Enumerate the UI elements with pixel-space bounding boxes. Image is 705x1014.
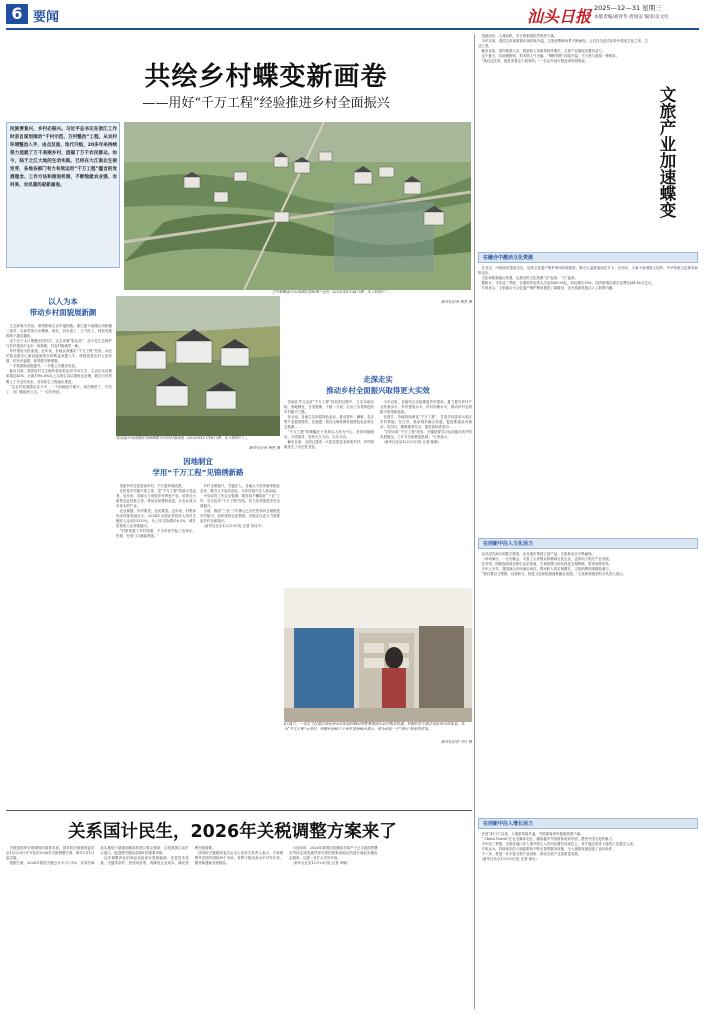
- culture-body-3: 开创“4个月”以来，入境游持续升温，外国游客来华旅游热度不减。 “ China Travel”在社交媒体走红，越来越多外国游客来到中国，感受中国文化的魅力。 今年前三季度，全国各地口岸入境外国人人次同比增长四成以上，其中通过免签入境的占比超过七成。 专家认为，持续优化的入境政策和不断完善的服务设施，为入境游发展创造了良好条件。 下一步，将进一步丰富文旅产品供给，推动文旅产业高质量发展。 （新华社北京12月29日电 记者 徐壮）: [481, 832, 637, 862]
- bottom-story-headline: 关系国计民生，2026年关税调整方案来了: [68, 822, 397, 842]
- smart-station-photo: [284, 588, 472, 722]
- main-headline: 共绘乡村蝶变新画卷: [144, 62, 388, 92]
- village-scenery-photo: [116, 296, 280, 436]
- culture-headline: 文旅产业加速蝶变: [657, 86, 676, 218]
- column-divider: [474, 34, 475, 1009]
- editors-line: 本版责编/胡青华 唐国安 编审/吴文红: [594, 15, 669, 20]
- body-column-3: 各地在学习运用“千万工程”经验的过程中，立足本地实际，因地制宜、分类施策，不搞一刀切，走出了各具特色的乡村振兴之路。 在云南，各地立足高原特色农业，推动茶叶、咖啡、花卉等产业提质增效；在福建，依托山海资源发展特色农业和生态旅游…… “千万工程”的精髓在于坚持以人民为中心，坚持因地制宜、分类指导，坚持久久为功、久久为功。 截至目前，全国已建成一大批宜居宜业和美乡村，乡村面貌发生了历史性变化。: [284, 400, 374, 450]
- body-column-4: 今年以来，各地结合实际推进乡村建设，着力提升乡村产业发展水平、乡村建设水平、乡村治理水平，推动乡村全面振兴取得新进展。 在浙江，各地持续深化“千万工程”，打造共同富裕示范区乡村样板；在江苏，推动城乡融合发展，促进要素双向流动；在四川，聚焦粮食安全，建设高标准农田…… “学好用好“千万工程”经验，关键是要学习运用蕴含其中的发展理念、工作方法和推进机制。”专家表示。 （新华社北京12月29日电 记者 陈聪）: [380, 400, 472, 445]
- culture-subhead-2: 在创新中注入文化活力: [478, 538, 698, 549]
- bottom-story-body: 关税是国家宏观调控的重要手段。国务院关税税则委员会12月29日对外发布2026年关税调整方案，明年1月1日起实施。 根据方案，2026年我国关税总水平为7.3%。对部分商品实施低于最惠国税率的进口暂定税率，这是我国主动扩大进口、促进国内国际双循环的重要举措。 这次调整涉及的商品包括部分资源能源、先进技术设备、关键零部件、医药用品等，将降低企业成本，满足消费升级需要。 国务院关税税则委员会办公室有关负责人表示，方案统筹考虑国内国际两个市场，有利于推动高水平对外开放，服务构建新发展格局。 与此同时，2026年我国还将继续对原产于已与我国签署自贸协定或优惠贸易安排的国家或地区的部分商品实施协定税率，以进一步扩大对外开放。 （新华社北京12月29日电 记者 申铖）: [6, 846, 378, 866]
- culture-subhead-3: 在创新中注入增长活力: [478, 818, 698, 829]
- subhead-deepen-practice: 走深走实 推动乡村全面振兴取得更大实效: [326, 375, 430, 395]
- body-column-2: 美丽乡村还是富裕乡村，不只是环境改善。 农民是乡村振兴的主体，是“千万工程”的最大受益者。近年来，各地大力发展乡村特色产业，培育壮大新型农业经营主体，带动农民增收致富，让农业成为有奔头的产业。 农业要强，乡村要美，农民要富。近年来，村集体经济持续发展壮大，2024年全国农村居民人均可支配收入达到23119元，比上年实际增长6.3%，城乡居民收入比持续缩小。 “村里发展了乡村旅游，不少村民开起了农家乐、民宿，在家门口就能挣钱。”: [116, 484, 196, 539]
- bottom-story-rule: [6, 810, 472, 811]
- body-column-5: 乡村全面振兴，关键在人。各地大力培育新型职业农民，吸引人才返乡创业，为乡村振兴注入新动能。 中央农村工作会议强调，要坚持不懈抓好“三农”工作，学习运用“千万工程”经验，有力有效推进乡村全面振兴。 当前，我国“三农”工作重心已历史性转向全面推进乡村振兴，加快建设农业强国。各地正以更大力度推进乡村全面振兴。 （新华社北京12月29日电 记者 刘诗平）: [200, 484, 280, 529]
- masthead-rule: [6, 28, 699, 30]
- photo1-caption: 空中俯瞰嘉兴市南湖区凤桥镇三星村（2025年3月26日摄，无人机照片）。: [272, 290, 393, 294]
- photo1-credit: 新华社记者 徐昱 摄: [440, 300, 472, 304]
- subhead-local-conditions: 因地制宜 学用“千万工程”见锦绣新路: [152, 457, 244, 477]
- subhead-people-first: 以人为本 带动乡村面貌展新颜: [29, 297, 97, 317]
- lead-paragraph: 民族要复兴，乡村必振兴。习近平总书记在浙江工作时亲自谋划推动“千村示范、万村整治”工程，从农村环境整治入手，由点及面、迭代升级，20多年来持续努力造就了万千美丽乡村，造福了万千农民群众。如今，陆于之江大地的生动实践，已经在大江南北生根发芽，各地各部门有力有效运用“千万工程”蕴含的发展理念、工作方法和推进机制，不断绘就农业强、农村美、农民富的崭新画卷。: [10, 127, 117, 188]
- photo2-credit: 新华社记者 徐昱 摄: [248, 446, 280, 450]
- culture-body-1: 在北京，中轴线申遗成功后，沿线文化遗产保护利用持续推进，吸引大量游客前往打卡；在西安，大唐不夜城游人如织，中华传统文化焕发新的光彩。 文化和旅游融合发展，让静态的文化资源“活”起来、“火”起来。 据统计，今年前三季度，全国国内出游人次达到49.98亿，同比增长18%，国内游客出游总花费达到4.85万亿元。 专家表示，文旅融合为文化遗产保护利用提供了新路径，也为旅游发展注入了新的内涵。: [478, 266, 698, 291]
- photo3-credit: 新华社记者 马竹 摄: [440, 740, 472, 744]
- photo2-caption: 这是嘉兴市南湖区凤桥镇联丰村的村落景色（2025年11月18日摄，无人机照片）。: [116, 436, 250, 440]
- page-number: 6: [6, 4, 28, 24]
- aerial-village-photo: [124, 122, 471, 290]
- body-column-1: 生态环境与村容，深刻影响生活幸福指数。浙江嘉兴南湖区凤桥镇三星村，以前村里污水横流，现在，河水清了，人气旺了，绿色发展的路子越走越宽。 这个位于人口集聚区的村庄，过去环境“脏乱差”，如今在生态保护与乡村建设中走出一条新路，村容村貌焕然一新。 乡村建设为民而建。近年来，各地认真落实“千万工程”经验，从农民群众最关心最直接最现实的利益问题入手，持续改善农村人居环境，村民幸福感、获得感不断增强。 一手抓基础设施提升，一手抓公共服务优化。 截至目前，我国农村卫生厕所普及率达到75%左右，生活污水治理率超过45%，行政村96.8%以上实现生活垃圾收运处理，数百万村民喝上了安全饮用水，各项民生工程稳步推进。 “过去村里道路坑洼不平，一下雨就泥泞难行，现在路宽了、灯亮了，出门就能坐公交。”一位村民说。: [6, 324, 112, 394]
- culture-subhead-1: 在融合中激活文化资源: [478, 252, 698, 263]
- culture-intro: 组团而至、人流如织，冬日的旅游依然热度不减。 今年以来，我国文化和旅游市场持续升温，文旅消费新场景不断涌现，人们在沉浸式体验中感受文化之美、生活之美。 截至目前，国内旅游人次、旅游收入均保持较快增长，文旅产业展现出强劲活力。 这个夏天，各地博物馆、美术馆人气火爆，“博物馆热”持续升温，不少热门展览一票难求。 “我们这次来，就是冲着这个展来的。”一位从外地专程赶来的游客说。: [478, 34, 648, 64]
- culture-body-2: 从沉浸式演出到数字展览，从非遗市集到文创产品，文旅新业态不断涌现。 一场场演出、一台台晚会，丰富了人民群众的精神文化生活，也带动了相关产业发展。 在苏州，园林夜游项目吸引众多游客，古典园林与现代科技交相辉映，带来别样体验。 今年上半年，我国演出市场演出场次、票房收入均实现增长，文旅消费持续释放潜力。 “我们要以文塑旅、以旅彰文，推进文化和旅游深度融合发展。”文化和旅游部有关负责人表示。: [481, 552, 627, 577]
- photo3-caption: 6月4日，一名女子在浙江省杭州市淳安县梓桐村的智慧便民小站内购买快递，梓桐村位于浙江省杭州市淳安县，作为“千万工程”示范村，梓桐村持续三十多年坚持绿水青山，成为淳安一个“两山”转化的样本。: [284, 722, 465, 731]
- newspaper-logo: 汕头日报: [527, 7, 592, 26]
- section-title: 要闻: [33, 10, 60, 25]
- issue-date: 2025—12—31 星期三: [594, 4, 662, 12]
- main-subheadline: ——用好“千万工程”经验推进乡村全面振兴: [142, 96, 390, 111]
